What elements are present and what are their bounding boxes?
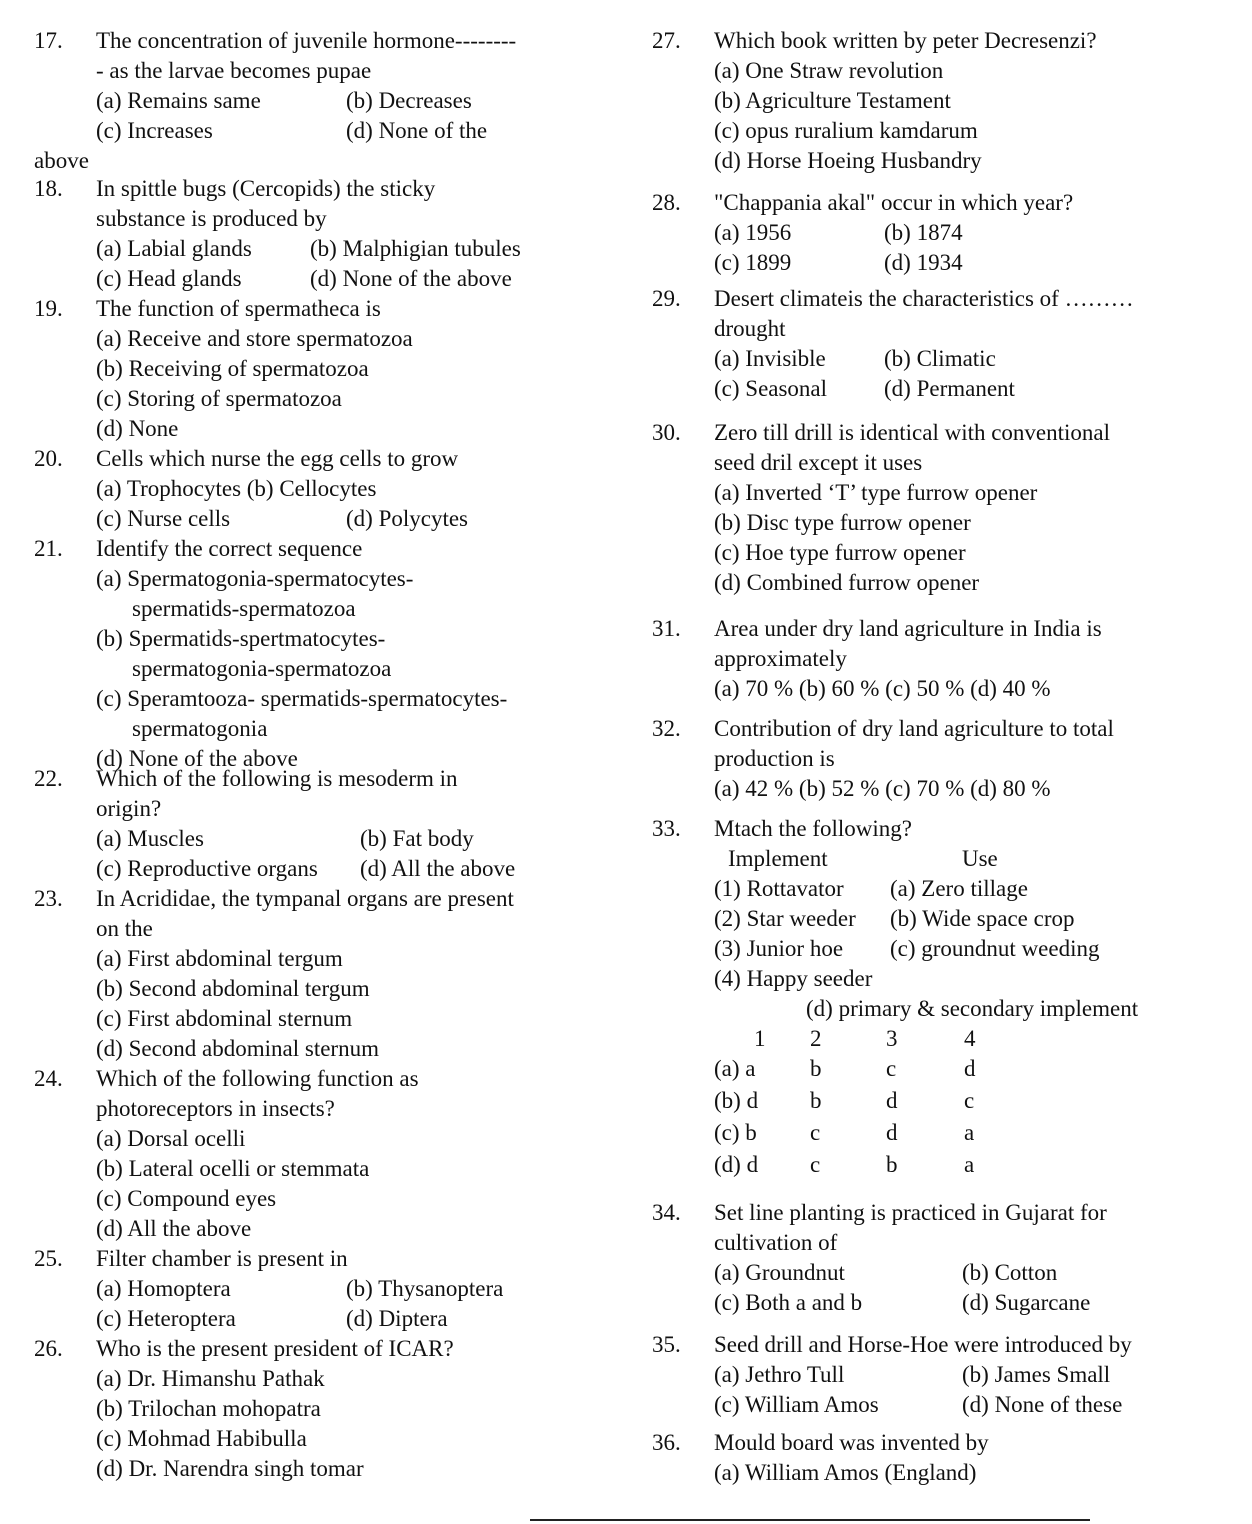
match-col-number: 3 — [886, 1026, 898, 1051]
question-text: "Chappania akal" occur in which year? — [714, 190, 1074, 215]
question-text: Filter chamber is present in — [96, 1246, 348, 1271]
match-col-header — [714, 1024, 1252, 1054]
match-option — [714, 1118, 1252, 1150]
question-number: 19. — [34, 296, 63, 321]
option-left: (a) Invisible — [714, 346, 826, 371]
question-line: (d) None — [96, 416, 179, 441]
option-left: (c) Heteroptera — [96, 1306, 236, 1331]
match-row — [714, 874, 1252, 904]
question-line: (d) Horse Hoeing Husbandry — [714, 148, 982, 173]
option-right: (d) 1934 — [884, 250, 963, 275]
question-text: Who is the present president of ICAR? — [96, 1336, 454, 1361]
match-option — [714, 1086, 1252, 1118]
question-line: (c) Hoe type furrow opener — [714, 540, 966, 565]
question-line: (a) Dr. Himanshu Pathak — [96, 1366, 325, 1391]
option-right: (b) Malphigian tubules — [310, 236, 521, 261]
match-option-value: c — [810, 1120, 821, 1145]
question-20 — [34, 444, 656, 534]
question-text: Identify the correct sequence — [96, 536, 363, 561]
question-17 — [34, 26, 656, 176]
match-option-value: c — [886, 1056, 897, 1081]
option-right: (d) None of these — [962, 1392, 1123, 1417]
option-right: (d) Diptera — [346, 1306, 448, 1331]
question-number: 36. — [652, 1430, 681, 1455]
question-34 — [652, 1198, 1252, 1318]
option-left: (c) William Amos — [714, 1392, 879, 1417]
question-line: drought — [714, 316, 786, 341]
question-line: (c) First abdominal sternum — [96, 1006, 353, 1031]
match-option-label: (a) a — [714, 1056, 756, 1081]
match-header-use: Use — [962, 846, 998, 871]
option-right: (d) Polycytes — [346, 506, 469, 531]
option-left: (c) 1899 — [714, 250, 792, 275]
match-extra — [714, 994, 1252, 1024]
option-right: (b) Fat body — [360, 826, 474, 851]
question-line: (a) William Amos (England) — [714, 1460, 977, 1485]
question-36 — [652, 1428, 1252, 1488]
question-number: 32. — [652, 716, 681, 741]
option-row — [96, 854, 656, 884]
option-left: (a) Jethro Tull — [714, 1362, 845, 1387]
option-row — [714, 1258, 1252, 1288]
question-21 — [34, 534, 656, 774]
question-text: In Acrididae, the tympanal organs are present — [96, 886, 514, 911]
match-option-value: c — [964, 1088, 975, 1113]
match-row — [714, 904, 1252, 934]
question-line: (a) Inverted ‘T’ type furrow opener — [714, 480, 1038, 505]
option-left: (a) Remains same — [96, 88, 261, 113]
question-line: (b) Spermatids-spertmatocytes- — [96, 626, 386, 651]
match-option — [714, 1054, 1252, 1086]
question-line: (d) Combined furrow opener — [714, 570, 980, 595]
bottom-rule — [530, 1519, 1090, 1521]
question-line: production is — [714, 746, 835, 771]
option-left: (c) Both a and b — [714, 1290, 863, 1315]
question-number: 18. — [34, 176, 63, 201]
match-implement: (1) Rottavator — [714, 876, 844, 901]
question-number: 21. — [34, 536, 63, 561]
question-line: substance is produced by — [96, 206, 327, 231]
question-number: 35. — [652, 1332, 681, 1357]
match-option-label: (c) b — [714, 1120, 757, 1145]
option-right: (d) None of the — [346, 118, 488, 143]
option-row — [96, 1274, 656, 1304]
question-29 — [652, 284, 1252, 404]
question-text: Desert climateis the characteristics of ……… — [714, 286, 1134, 311]
option-row — [96, 1304, 656, 1334]
question-number: 25. — [34, 1246, 63, 1271]
option-row — [96, 264, 656, 294]
option-right: (b) Decreases — [346, 88, 472, 113]
option-right: (d) Permanent — [884, 376, 1015, 401]
match-row — [714, 934, 1252, 964]
question-33 — [652, 814, 1252, 1182]
question-24 — [34, 1064, 656, 1244]
question-text: Cells which nurse the egg cells to grow — [96, 446, 459, 471]
match-col-number: 1 — [754, 1026, 766, 1051]
question-number: 30. — [652, 420, 681, 445]
option-row — [96, 116, 656, 146]
match-col-number: 2 — [810, 1026, 822, 1051]
option-row — [96, 504, 656, 534]
match-option-value: b — [886, 1152, 898, 1177]
question-text: The concentration of juvenile hormone-------- — [96, 28, 517, 53]
question-number: 22. — [34, 766, 63, 791]
match-option-value: a — [964, 1152, 975, 1177]
question-line: (a) Trophocytes (b) Cellocytes — [96, 476, 377, 501]
question-number: 23. — [34, 886, 63, 911]
question-number: 27. — [652, 28, 681, 53]
question-line: seed dril except it uses — [714, 450, 923, 475]
question-line: (d) None of the above — [96, 746, 298, 771]
match-option-label: (b) d — [714, 1088, 759, 1113]
question-text: Which of the following is mesoderm in — [96, 766, 458, 791]
match-option-value: a — [964, 1120, 975, 1145]
match-use: (b) Wide space crop — [890, 906, 1075, 931]
question-line: (d) Second abdominal sternum — [96, 1036, 379, 1061]
question-line: (c) opus ruralium kamdarum — [714, 118, 978, 143]
question-line: cultivation of — [714, 1230, 838, 1255]
match-row — [714, 964, 1252, 994]
question-32 — [652, 714, 1252, 804]
question-number: 20. — [34, 446, 63, 471]
question-line: (c) Storing of spermatozoa — [96, 386, 342, 411]
question-line: (b) Lateral ocelli or stemmata — [96, 1156, 370, 1181]
option-left: (a) Groundnut — [714, 1260, 845, 1285]
match-use: (d) primary & secondary implement — [806, 996, 1139, 1021]
question-text: In spittle bugs (Cercopids) the sticky — [96, 176, 436, 201]
question-line: (b) Agriculture Testament — [714, 88, 951, 113]
question-text: Which book written by peter Decresenzi? — [714, 28, 1097, 53]
match-implement: (4) Happy seeder — [714, 966, 873, 991]
question-number: 24. — [34, 1066, 63, 1091]
question-text: Mould board was invented by — [714, 1430, 989, 1455]
question-23 — [34, 884, 656, 1064]
option-right: (b) James Small — [962, 1362, 1111, 1387]
question-line: (b) Disc type furrow opener — [714, 510, 971, 535]
question-text: The function of spermatheca is — [96, 296, 381, 321]
option-left: (a) Muscles — [96, 826, 204, 851]
match-option — [714, 1150, 1252, 1182]
question-line: (b) Receiving of spermatozoa — [96, 356, 369, 381]
question-number: 28. — [652, 190, 681, 215]
question-line: (a) One Straw revolution — [714, 58, 944, 83]
question-text: Area under dry land agriculture in India is — [714, 616, 1102, 641]
option-row — [714, 248, 1252, 278]
question-text: Set line planting is practiced in Gujarat for — [714, 1200, 1107, 1225]
question-line: (a) Spermatogonia-spermatocytes- — [96, 566, 414, 591]
question-31 — [652, 614, 1252, 704]
question-text: Mtach the following? — [714, 816, 913, 841]
question-28 — [652, 188, 1252, 278]
option-right: (d) Sugarcane — [962, 1290, 1091, 1315]
match-use: (a) Zero tillage — [890, 876, 1028, 901]
match-use: (c) groundnut weeding — [890, 936, 1100, 961]
match-implement: (2) Star weeder — [714, 906, 856, 931]
question-line: - as the larvae becomes pupae — [96, 58, 372, 83]
match-option-value: b — [810, 1056, 822, 1081]
question-27 — [652, 26, 1252, 176]
option-left: (a) Homoptera — [96, 1276, 231, 1301]
question-30 — [652, 418, 1252, 598]
question-line: spermatogonia — [132, 716, 268, 741]
question-line: (d) All the above — [96, 1216, 252, 1241]
question-line: approximately — [714, 646, 847, 671]
option-row — [96, 824, 656, 854]
question-26 — [34, 1334, 656, 1484]
option-row — [714, 374, 1252, 404]
question-35 — [652, 1330, 1252, 1420]
question-number: 31. — [652, 616, 681, 641]
option-row — [714, 344, 1252, 374]
question-line: on the — [96, 916, 153, 941]
question-number: 33. — [652, 816, 681, 841]
option-right: (d) All the above — [360, 856, 516, 881]
option-right: (b) Cotton — [962, 1260, 1058, 1285]
option-right: (b) 1874 — [884, 220, 963, 245]
option-right: (d) None of the above — [310, 266, 512, 291]
question-line: photoreceptors in insects? — [96, 1096, 335, 1121]
option-right: (b) Thysanoptera — [346, 1276, 504, 1301]
question-line: (c) Compound eyes — [96, 1186, 277, 1211]
question-line: (a) Dorsal ocelli — [96, 1126, 246, 1151]
option-left: (c) Seasonal — [714, 376, 828, 401]
option-row — [714, 1390, 1252, 1420]
match-header — [714, 844, 1252, 874]
question-number: 17. — [34, 28, 63, 53]
question-text: Contribution of dry land agriculture to total — [714, 716, 1114, 741]
match-option-value: c — [810, 1152, 821, 1177]
question-line: origin? — [96, 796, 162, 821]
question-number: 34. — [652, 1200, 681, 1225]
option-left: (a) 1956 — [714, 220, 792, 245]
option-left: (c) Increases — [96, 118, 213, 143]
option-row — [96, 234, 656, 264]
option-row — [714, 1360, 1252, 1390]
question-line: (a) First abdominal tergum — [96, 946, 343, 971]
question-line: (c) Mohmad Habibulla — [96, 1426, 307, 1451]
question-line: (d) Dr. Narendra singh tomar — [96, 1456, 364, 1481]
option-row — [714, 218, 1252, 248]
match-col-number: 4 — [964, 1026, 976, 1051]
question-number: 29. — [652, 286, 681, 311]
question-text: Which of the following function as — [96, 1066, 419, 1091]
option-right: (b) Climatic — [884, 346, 996, 371]
question-line: (c) Speramtooza- spermatids-spermatocytes- — [96, 686, 508, 711]
question-line: (a) 70 % (b) 60 % (c) 50 % (d) 40 % — [714, 676, 1051, 701]
question-18 — [34, 174, 656, 294]
option-left: (c) Nurse cells — [96, 506, 231, 531]
option-row — [96, 86, 656, 116]
option-left: (c) Head glands — [96, 266, 242, 291]
question-19 — [34, 294, 656, 444]
question-line: (b) Second abdominal tergum — [96, 976, 370, 1001]
match-option-value: d — [886, 1088, 898, 1113]
match-option-label: (d) d — [714, 1152, 759, 1177]
question-text: Zero till drill is identical with conventional — [714, 420, 1111, 445]
question-line: spermatids-spermatozoa — [132, 596, 356, 621]
question-line: (b) Trilochan mohopatra — [96, 1396, 321, 1421]
question-25 — [34, 1244, 656, 1334]
match-option-value: d — [964, 1056, 976, 1081]
match-implement: (3) Junior hoe — [714, 936, 844, 961]
match-header-implement: Implement — [728, 846, 828, 871]
question-22 — [34, 764, 656, 884]
option-row — [714, 1288, 1252, 1318]
question-line: (a) 42 % (b) 52 % (c) 70 % (d) 80 % — [714, 776, 1051, 801]
match-option-value: b — [810, 1088, 822, 1113]
option-left: (c) Reproductive organs — [96, 856, 318, 881]
match-option-value: d — [886, 1120, 898, 1145]
question-line: spermatogonia-spermatozoa — [132, 656, 392, 681]
option-left: (a) Labial glands — [96, 236, 252, 261]
option-continuation: above — [34, 148, 89, 173]
question-text: Seed drill and Horse-Hoe were introduced by — [714, 1332, 1132, 1357]
question-line: (a) Receive and store spermatozoa — [96, 326, 413, 351]
question-number: 26. — [34, 1336, 63, 1361]
